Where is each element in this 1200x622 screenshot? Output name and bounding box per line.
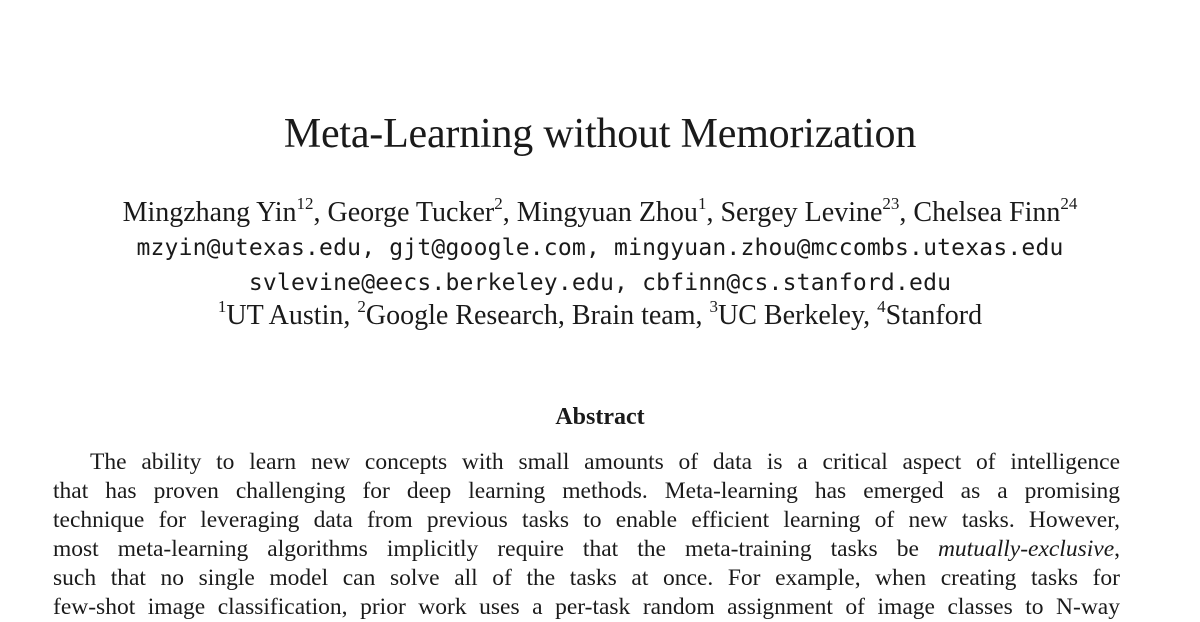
author-affiliation-mark: 1 <box>697 193 707 213</box>
author-name: Chelsea Finn <box>913 197 1061 228</box>
abstract-line: that has proven challenging for deep learning methods. Meta-learning has emerged as a promising <box>53 478 1120 504</box>
author-separator: , <box>899 197 914 228</box>
affiliation-name: Google Research, Brain team <box>365 300 696 331</box>
affiliation-separator: , <box>343 300 358 331</box>
affiliation-separator: , <box>695 300 710 331</box>
author-emails-line-1: mzyin@utexas.edu, gjt@google.com, mingyuan.zhou@mccombs.utexas.edu <box>136 235 1064 261</box>
affiliation-number: 3 <box>709 296 719 316</box>
affiliation-number: 2 <box>357 296 366 316</box>
abstract-text: , <box>1114 536 1120 562</box>
author-separator: , <box>502 197 517 228</box>
abstract-line: The ability to learn new concepts with small amounts of data is a critical aspect of intelligence <box>90 449 1120 475</box>
abstract-heading: Abstract <box>555 404 645 430</box>
abstract-line <box>53 535 1120 564</box>
abstract-body <box>53 448 1120 622</box>
author-affiliation-mark: 2 <box>494 193 503 213</box>
affiliation-name: Stanford <box>885 300 983 331</box>
author-separator: , <box>706 197 721 228</box>
abstract-line: such that no single model can solve all of the tasks at once. For example, when creating tasks for <box>53 565 1120 591</box>
author-list <box>0 193 1200 230</box>
author-emails-line-2: svlevine@eecs.berkeley.edu, cbfinn@cs.stanford.edu <box>248 270 952 296</box>
paper-title: Meta-Learning without Memorization <box>283 111 917 157</box>
author-affiliation-mark: 12 <box>296 193 314 213</box>
affiliation-list <box>0 296 1200 333</box>
abstract-text: most meta-learning algorithms implicitly require that the meta-training tasks be <box>53 536 938 562</box>
abstract-line: technique for leveraging data from previous tasks to enable efficient learning of new tasks. However, <box>53 507 1120 533</box>
author-affiliation-mark: 23 <box>882 193 900 213</box>
affiliation-separator: , <box>863 300 878 331</box>
author-affiliation-mark: 24 <box>1060 193 1078 213</box>
author-name: Mingyuan Zhou <box>516 197 698 228</box>
abstract-line: few-shot image classification, prior work uses a per-task random assignment of image classes to N-way <box>53 594 1120 620</box>
affiliation-number: 4 <box>877 296 886 316</box>
author-separator: , <box>313 197 328 228</box>
affiliation-number: 1 <box>217 296 227 316</box>
affiliation-name: UT Austin <box>226 300 344 331</box>
abstract-emphasis: mutually-exclusive <box>937 536 1115 562</box>
affiliation-name: UC Berkeley <box>718 300 864 331</box>
author-name: Mingzhang Yin <box>122 197 297 228</box>
author-name: Sergey Levine <box>720 197 883 228</box>
author-name: George Tucker <box>327 197 495 228</box>
